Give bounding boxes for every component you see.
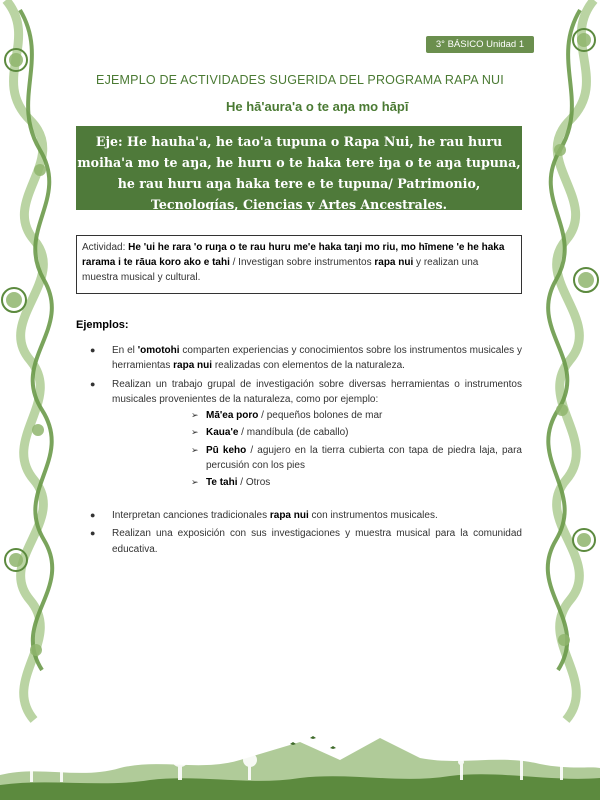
item1-text-c: comparten experiencias y conocimientos sobre los instrumentos musicales y herramientas — [112, 345, 522, 372]
item3-text-a: Interpretan canciones tradicionales — [112, 510, 270, 521]
document-subtitle: He hā'aura'a o te aŋa mo hāpī — [226, 99, 409, 114]
item1-text-a: En el — [112, 345, 138, 356]
ejemplos-list-continued — [76, 508, 522, 560]
item3-keyword-rapanui: rapa nui — [269, 510, 309, 521]
actividad-rest: y realizan una muestra musical y cultural. — [82, 257, 479, 283]
list-item — [76, 508, 522, 523]
actividad-box — [76, 235, 522, 294]
document-title: EJEMPLO DE ACTIVIDADES SUGERIDA DEL PROGRAMA RAPA NUI — [96, 73, 504, 87]
list-item — [76, 377, 522, 491]
sublist-item — [76, 425, 522, 440]
sub-term: Pū keho — [206, 444, 247, 456]
bullet-icon: ● — [90, 345, 96, 355]
bullet-icon: ● — [90, 528, 96, 539]
sublist-item — [76, 475, 522, 490]
sublist-item — [76, 408, 522, 423]
list-item — [76, 343, 522, 374]
sub-desc: / Otros — [237, 477, 271, 489]
item1-text-e: realizadas con elementos de la naturaleza. — [212, 360, 405, 372]
item2-text: Realizan un trabajo grupal de investigación sobre diversas herramientas o instrumentos musicales provenientes de la naturaleza, como por ejemplo: — [112, 378, 522, 405]
bullet-icon: ● — [90, 510, 96, 520]
actividad-label: Actividad: — [82, 242, 126, 253]
item3-text-c: con instrumentos musicales. — [308, 510, 438, 521]
item1-keyword-omotohi: 'omotohi — [137, 345, 180, 356]
actividad-keyword: rapa nui — [374, 257, 414, 268]
sub-desc: / mandíbula (de caballo) — [238, 427, 349, 439]
item1-keyword-rapanui: rapa nui — [173, 360, 213, 372]
sub-desc: / pequeños bolones de mar — [258, 410, 383, 422]
sub-term: Kaua'e — [206, 427, 239, 439]
eje-banner — [76, 126, 522, 210]
sub-term: Mā'ea poro — [206, 410, 259, 422]
actividad-separator: / Investigan sobre instrumentos — [229, 257, 375, 268]
decorative-landscape-footer — [0, 730, 600, 800]
decorative-border-right — [542, 0, 600, 800]
arrow-bullet-icon: ➢ — [191, 427, 199, 438]
eje-text: Eje: He hauha'a, he tao'a tupuna o Rapa Nui, he rau huru moiha'a mo te aŋa, he huru o te haka tere iŋa o te aŋa tupuna, he rau huru aŋa haka tere e te tupuna/ Patrimonio, Tecnologías, Ciencias y Artes Ancestrales. — [77, 134, 521, 212]
decorative-border-left — [0, 0, 58, 800]
arrow-bullet-icon: ➢ — [191, 444, 199, 455]
arrow-bullet-icon: ➢ — [191, 410, 199, 421]
sub-desc: / agujero en la tierra cubierta con tapa de piedra laja, para percusión con los pies — [206, 444, 522, 472]
grade-unit-badge: 3° BÁSICO Unidad 1 — [426, 36, 534, 53]
ejemplos-list — [76, 343, 522, 494]
instrument-sublist — [76, 408, 522, 490]
arrow-bullet-icon: ➢ — [191, 477, 199, 488]
sublist-item — [76, 443, 522, 474]
actividad-rapanui-text: He 'ui he rara 'o ruŋa o te rau huru me'e haka taŋi mo riu, mo hīmene 'e he haka rarama i te rāua koro ako e tahi — [82, 242, 505, 268]
sub-term: Te tahi — [206, 477, 238, 489]
bullet-icon: ● — [90, 378, 96, 389]
ejemplos-heading: Ejemplos: — [76, 319, 129, 331]
list-item — [76, 526, 522, 557]
item4-text: Realizan una exposición con sus investigaciones y muestra musical para la comunidad educativa. — [112, 528, 522, 555]
